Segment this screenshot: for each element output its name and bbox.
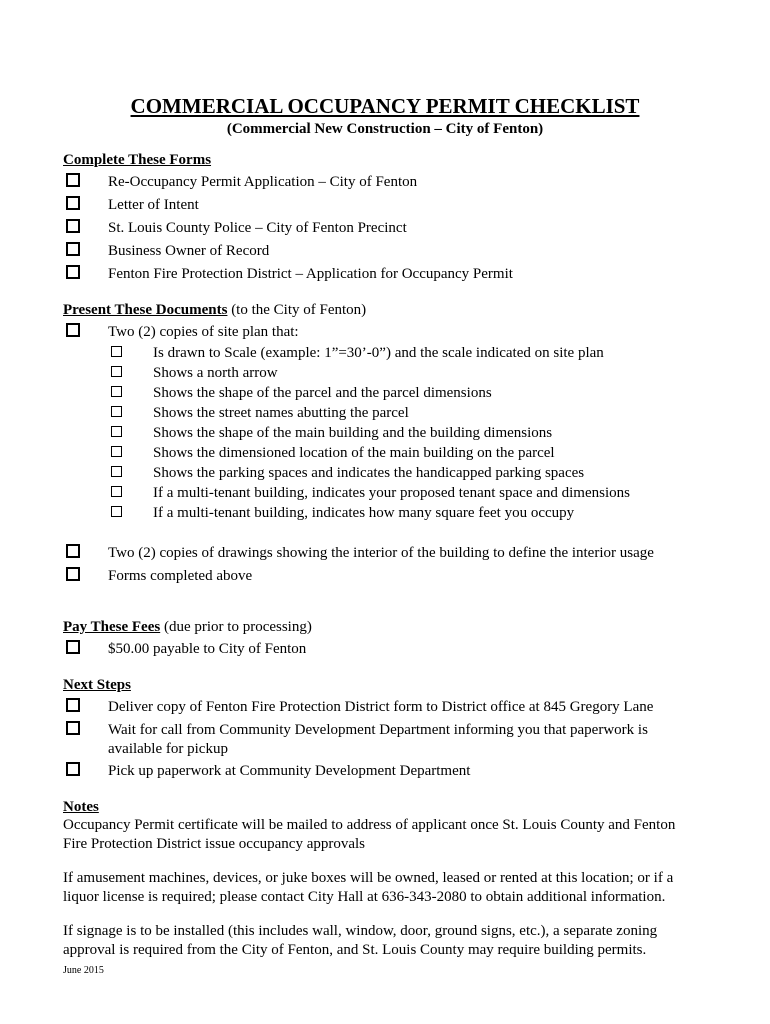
checkbox[interactable] bbox=[111, 366, 122, 377]
checklist-item-label: Business Owner of Record bbox=[108, 243, 270, 259]
checklist-item-label: Shows the parking spaces and indicates the handicapped parking spaces bbox=[153, 465, 585, 481]
section-heading: Present These Documents bbox=[63, 302, 228, 318]
checkbox[interactable] bbox=[66, 698, 80, 712]
checklist-item-label: Letter of Intent bbox=[108, 197, 199, 213]
checklist-item-label: Shows the street names abutting the parcel bbox=[153, 405, 409, 421]
checklist-item-label: Shows the shape of the main building and the building dimensions bbox=[153, 425, 553, 441]
checklist-item-label: If a multi-tenant building, indicates how many square feet you occupy bbox=[153, 505, 575, 521]
checkbox[interactable] bbox=[66, 323, 80, 337]
checkbox[interactable] bbox=[66, 196, 80, 210]
section-heading-note: (to the City of Fenton) bbox=[227, 302, 367, 318]
section-heading: Pay These Fees bbox=[63, 619, 161, 635]
checklist-item-label: Shows the dimensioned location of the main building on the parcel bbox=[153, 445, 555, 461]
checkbox[interactable] bbox=[66, 242, 80, 256]
checkbox[interactable] bbox=[111, 506, 122, 517]
checklist-item-label: Is drawn to Scale (example: 1”=30’-0”) and the scale indicated on site plan bbox=[153, 345, 604, 361]
checkbox[interactable] bbox=[66, 219, 80, 233]
checkbox[interactable] bbox=[111, 346, 122, 357]
checkbox[interactable] bbox=[66, 640, 80, 654]
section-pay-fees-heading bbox=[63, 618, 312, 636]
section-heading: Notes bbox=[63, 799, 99, 815]
checkbox[interactable] bbox=[111, 386, 122, 397]
section-heading: Next Steps bbox=[63, 677, 131, 693]
notes-paragraph: If signage is to be installed (this includes wall, window, door, ground signs, etc.), a separate zoning approval is required from the City of Fenton, and St. Louis County may require building permits. bbox=[63, 923, 658, 958]
checklist-item-label: Fenton Fire Protection District – Application for Occupancy Permit bbox=[108, 266, 513, 282]
section-next-steps-heading bbox=[63, 676, 131, 694]
checklist-item-label: Wait for call from Community Development Department informing you that paperwork is bbox=[108, 722, 648, 738]
checklist-item-continuation: available for pickup bbox=[108, 741, 228, 757]
checklist-item-label: If a multi-tenant building, indicates your proposed tenant space and dimensions bbox=[153, 485, 630, 501]
section-notes-heading bbox=[63, 798, 99, 816]
section-present-documents-heading bbox=[63, 301, 366, 319]
checkbox[interactable] bbox=[66, 173, 80, 187]
notes-paragraph: Occupancy Permit certificate will be mailed to address of applicant once St. Louis County and Fenton Fire Protection District issue occupancy approvals bbox=[63, 817, 676, 852]
checkbox[interactable] bbox=[111, 406, 122, 417]
section-complete-forms-heading bbox=[63, 151, 211, 169]
checkbox[interactable] bbox=[111, 466, 122, 477]
checkbox[interactable] bbox=[66, 567, 80, 581]
checklist-item-label: $50.00 payable to City of Fenton bbox=[108, 641, 307, 657]
checklist-item-label: Shows the shape of the parcel and the parcel dimensions bbox=[153, 385, 492, 401]
notes-paragraph: If amusement machines, devices, or juke boxes will be owned, leased or rented at this location; or if a liquor license is required; please contact City Hall at 636-343-2080 to obtain additional information. bbox=[63, 870, 674, 905]
footer-date: June 2015 bbox=[63, 965, 104, 976]
checkbox[interactable] bbox=[66, 721, 80, 735]
checklist-item-label: Pick up paperwork at Community Development Department bbox=[108, 763, 471, 779]
checkbox[interactable] bbox=[66, 544, 80, 558]
document-subtitle: (Commercial New Construction – City of Fenton) bbox=[226, 121, 544, 137]
checklist-item-label: St. Louis County Police – City of Fenton Precinct bbox=[108, 220, 407, 236]
checklist-item-label: Two (2) copies of drawings showing the interior of the building to define the interior usage bbox=[108, 545, 654, 561]
checklist-item-label: Shows a north arrow bbox=[153, 365, 278, 381]
checklist-item-label: Forms completed above bbox=[108, 568, 253, 584]
checklist-item-label: Deliver copy of Fenton Fire Protection District form to District office at 845 Gregory Lane bbox=[108, 699, 654, 715]
checklist-item-label: Re-Occupancy Permit Application – City of Fenton bbox=[108, 174, 418, 190]
checkbox[interactable] bbox=[66, 265, 80, 279]
section-heading-note: (due prior to processing) bbox=[160, 619, 312, 635]
document-title: COMMERCIAL OCCUPANCY PERMIT CHECKLIST bbox=[130, 94, 640, 118]
checklist-item-label: Two (2) copies of site plan that: bbox=[108, 324, 299, 340]
checkbox[interactable] bbox=[111, 446, 122, 457]
section-heading: Complete These Forms bbox=[63, 152, 212, 168]
checkbox[interactable] bbox=[66, 762, 80, 776]
checkbox[interactable] bbox=[111, 426, 122, 437]
checkbox[interactable] bbox=[111, 486, 122, 497]
